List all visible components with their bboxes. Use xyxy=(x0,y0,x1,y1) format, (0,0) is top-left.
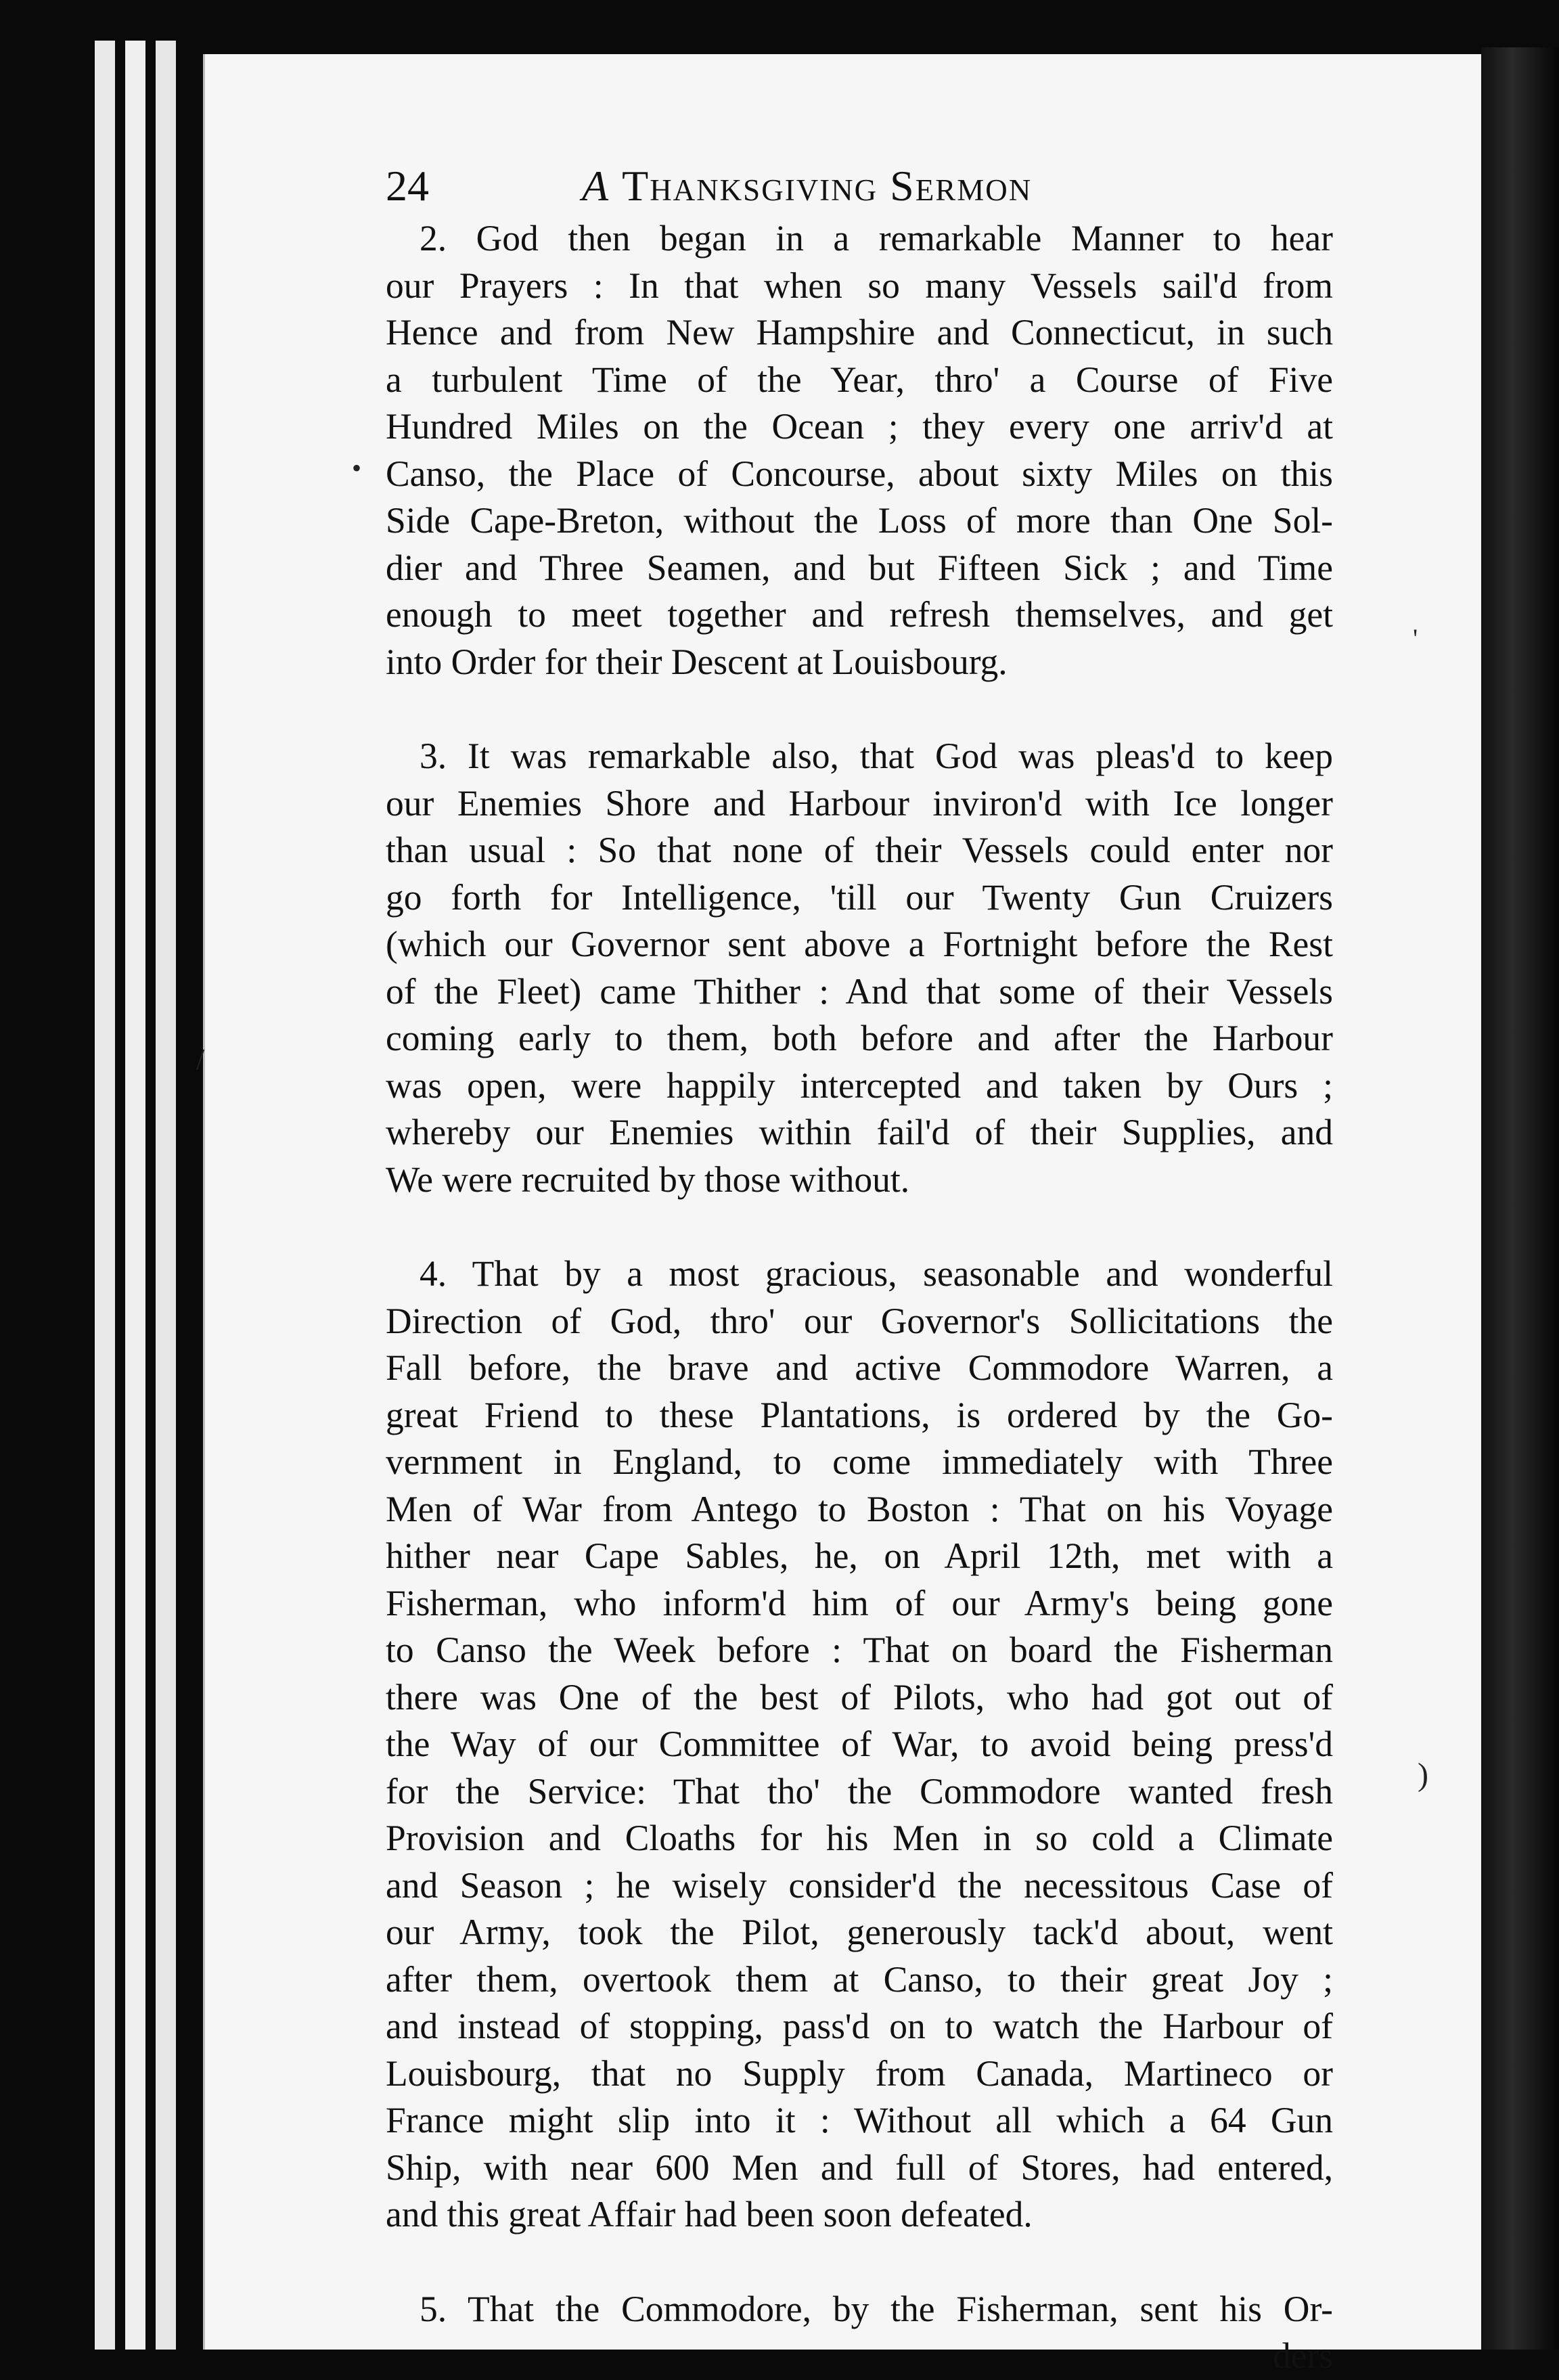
text-line: Provision and Cloaths for his Men in so cold a Climate xyxy=(386,1818,1333,1858)
catchword: ders xyxy=(1272,2335,1333,2376)
text-line: France might slip into it : Without all which a 64 Gun xyxy=(386,2100,1333,2140)
running-header xyxy=(386,161,1144,215)
text-line: for the Service: That tho' the Commodore wanted fresh xyxy=(386,1770,1333,1812)
text-line: 3. It was remarkable also, that God was pleas'd to keep xyxy=(420,736,1333,776)
paragraph-2 xyxy=(386,215,1333,686)
text-line: 5. That the Commodore, by the Fisherman, sent his Or- xyxy=(420,2288,1333,2329)
text-line: and instead of stopping, pass'd on to watch the Harbour of xyxy=(386,2006,1333,2046)
paragraph-gap xyxy=(386,2239,1333,2286)
text-line: a turbulent Time of the Year, thro' a Course of Five xyxy=(386,359,1333,400)
text-line: Hundred Miles on the Ocean ; they every one arriv'd at xyxy=(386,406,1333,447)
text-line: Men of War from Antego to Boston : That on his Voyage xyxy=(386,1488,1333,1529)
text-line: Hence and from New Hampshire and Connecticut, in such xyxy=(386,312,1333,353)
page-edge xyxy=(156,41,176,2350)
text-line: our Prayers : In that when so many Vessels sail'd from xyxy=(386,265,1333,306)
text-line: into Order for their Descent at Louisbourg. xyxy=(386,641,1008,682)
ink-speck: ' xyxy=(1413,623,1418,654)
scan-border xyxy=(0,0,14,2350)
page-edge xyxy=(125,41,145,2350)
text-line: our Army, took the Pilot, generously tack'd about, went xyxy=(386,1912,1333,1952)
sermon-text xyxy=(386,215,1333,2380)
text-line: whereby our Enemies within fail'd of their Supplies, and xyxy=(386,1112,1333,1152)
text-line: to Canso the Week before : That on board the Fisherman xyxy=(386,1630,1333,1670)
ink-speck: • xyxy=(352,453,362,483)
text-line: We were recruited by those without. xyxy=(386,1159,910,1200)
text-line: great Friend to these Plantations, is ordered by the Go- xyxy=(386,1394,1333,1435)
text-line: go forth for Intelligence, 'till our Twenty Gun Cruizers xyxy=(386,876,1333,918)
text-line: 4. That by a most gracious, seasonable and wonderful xyxy=(420,1253,1333,1294)
paragraph-gap xyxy=(386,1203,1333,1251)
paragraph-5 xyxy=(386,2286,1333,2333)
text-line: 2. God then began in a remarkable Manner to hear xyxy=(420,218,1333,259)
text-line: after them, overtook them at Canso, to their great Joy ; xyxy=(386,1958,1333,2000)
text-line: Ship, with near 600 Men and full of Stores, had entered, xyxy=(386,2147,1333,2188)
text-line: Canso, the Place of Concourse, about sixty Miles on this xyxy=(386,453,1333,494)
text-line: hither near Cape Sables, he, on April 12th, met with a xyxy=(386,1535,1333,1576)
page-edge xyxy=(95,41,115,2350)
text-line: our Enemies Shore and Harbour inviron'd with Ice longer xyxy=(386,782,1333,824)
gutter-shadow xyxy=(1481,47,1559,2350)
text-line: the Way of our Committee of War, to avoid being press'd xyxy=(386,1724,1333,1764)
text-line: Fall before, the brave and active Commodore Warren, a xyxy=(386,1347,1333,1388)
text-line: there was One of the best of Pilots, who had got out of xyxy=(386,1676,1333,1717)
page-number: 24 xyxy=(386,162,429,210)
text-line: Louisbourg, that no Supply from Canada, Martineco or xyxy=(386,2052,1333,2094)
running-title: A Thanksgiving Sermon xyxy=(582,162,1033,210)
text-line: coming early to them, both before and after the Harbour xyxy=(386,1018,1333,1058)
text-line: was open, were happily intercepted and taken by Ours ; xyxy=(386,1064,1333,1106)
text-line: vernment in England, to come immediately with Three xyxy=(386,1441,1333,1482)
text-line: of the Fleet) came Thither : And that some of their Vessels xyxy=(386,970,1333,1012)
paragraph-4 xyxy=(386,1251,1333,2239)
margin-mark: / xyxy=(196,1043,205,1076)
text-line: (which our Governor sent above a Fortnight before the Rest xyxy=(386,924,1333,964)
text-line: Direction of God, thro' our Governor's Sollicitations the xyxy=(386,1300,1333,1341)
text-line: than usual : So that none of their Vessels could enter nor xyxy=(386,830,1333,870)
text-line: Fisherman, who inform'd him of our Army's being gone xyxy=(386,1582,1333,1623)
paragraph-3 xyxy=(386,733,1333,1203)
margin-mark: ) xyxy=(1418,1757,1428,1793)
paragraph-gap xyxy=(386,686,1333,733)
text-line: and this great Affair had been soon defeated. xyxy=(386,2194,1033,2235)
text-line: dier and Three Seamen, and but Fifteen Sick ; and Time xyxy=(386,547,1333,588)
text-line: Side Cape-Breton, without the Loss of more than One Sol- xyxy=(386,500,1333,541)
text-line: and Season ; he wisely consider'd the necessitous Case of xyxy=(386,1864,1333,1906)
text-line: enough to meet together and refresh themselves, and get xyxy=(386,594,1333,635)
